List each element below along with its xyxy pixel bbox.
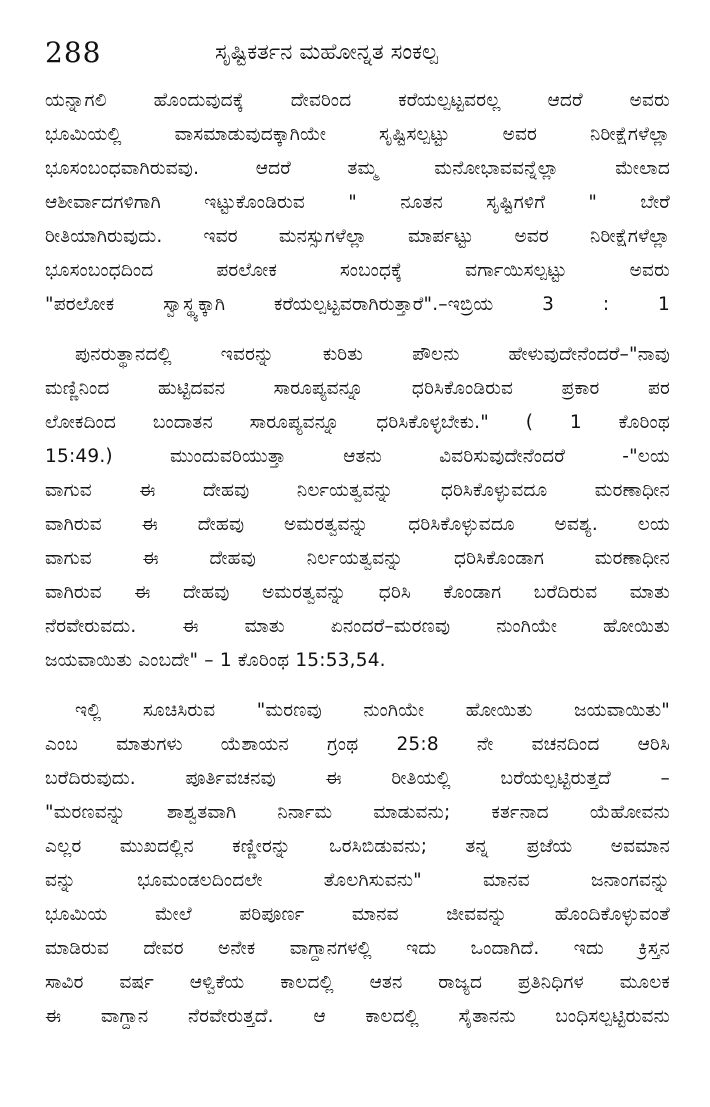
text-line: ಆಶೀರ್ವಾದಗಳಿಗಾಗಿ ಇಟ್ಟುಕೊಂಡಿರುವ " ನೂತನ ಸೃಷ್ಟಿಗಳಿಗೆ " ಬೇರೆ <box>45 192 670 213</box>
text-line: ಸಾವಿರ ವರ್ಷ ಆಳ್ವಿಕೆಯ ಕಾಲದಲ್ಲಿ ಆತನ ರಾಜ್ಯದ ಪ್ರತಿನಿಧಿಗಳ ಮೂಲಕ <box>45 972 670 993</box>
paragraph-1 <box>45 84 670 322</box>
paragraph-3 <box>45 694 670 1034</box>
text-line: "ಮರಣವನ್ನು ಶಾಶ್ವತವಾಗಿ ನಿರ್ನಾಮ ಮಾಡುವನು; ಕರ್ತನಾದ ಯೆಹೋವನು <box>45 802 670 823</box>
page-number: 288 <box>45 36 102 69</box>
text-line: ಭೂಮಿಯ ಮೇಲೆ ಪರಿಪೂರ್ಣ ಮಾನವ ಜೀವವನ್ನು ಹೊಂದಿಕೊಳ್ಳುವಂತೆ <box>45 904 670 925</box>
text-line: ಭೂಮಿಯಲ್ಲಿ ವಾಸಮಾಡುವುದಕ್ಕಾಗಿಯೇ ಸೃಷ್ಟಿಸಲ್ಪಟ್ಟು ಅವರ ನಿರೀಕ್ಷೆಗಳೆಲ್ಲಾ <box>45 124 670 145</box>
body-text <box>45 84 670 1034</box>
paragraph-2 <box>45 338 670 678</box>
text-line: ವಾಗಿರುವ ಈ ದೇಹವು ಅಮರತ್ವವನ್ನು ಧರಿಸಿ ಕೊಂಡಾಗ ಬರೆದಿರುವ ಮಾತು <box>45 582 670 603</box>
text-line: ಭೂಸಂಬಂಧವಾಗಿರುವವು. ಆದರೆ ತಮ್ಮ ಮನೋಭಾವವನ್ನೆಲ್ಲಾ ಮೇಲಾದ <box>45 158 670 179</box>
text-line: ವಾಗುವ ಈ ದೇಹವು ನಿರ್ಲಯತ್ವವನ್ನು ಧರಿಸಿಕೊಂಡಾಗ ಮರಣಾಧೀನ <box>45 548 670 569</box>
text-line: ಪುನರುತ್ಥಾನದಲ್ಲಿ ಇವರನ್ನು ಕುರಿತು ಪೌಲನು ಹೇಳುವುದೇನೆಂದರೆ–"ನಾವು <box>75 344 670 365</box>
text-line: ಭೂಸಂಬಂಧದಿಂದ ಪರಲೋಕ ಸಂಬಂಧಕ್ಕೆ ವರ್ಗಾಯಿಸಲ್ಪಟ್ಟು ಅವರು <box>45 260 670 281</box>
text-line: ಮಾಡಿರುವ ದೇವರ ಅನೇಕ ವಾಗ್ದಾನಗಳಲ್ಲಿ ಇದು ಒಂದಾಗಿದೆ. ಇದು ಕ್ರಿಸ್ತನ <box>45 938 670 959</box>
page-header <box>45 30 670 80</box>
text-line: ವಾಗಿರುವ ಈ ದೇಹವು ಅಮರತ್ವವನ್ನು ಧರಿಸಿಕೊಳ್ಳುವದೂ ಅವಶ್ಯ. ಲಯ <box>45 514 670 535</box>
text-line: ಲೋಕದಿಂದ ಬಂದಾತನ ಸಾರೂಪ್ಯವನ್ನೂ ಧರಿಸಿಕೊಳ್ಳಬೇಕು." ( 1 ಕೊರಿಂಥ <box>45 412 670 433</box>
text-line: ವಾಗುವ ಈ ದೇಹವು ನಿರ್ಲಯತ್ವವನ್ನು ಧರಿಸಿಕೊಳ್ಳುವದೂ ಮರಣಾಧೀನ <box>45 480 670 501</box>
text-line: ಇಲ್ಲಿ ಸೂಚಿಸಿರುವ "ಮರಣವು ನುಂಗಿಯೇ ಹೋಯಿತು ಜಯವಾಯಿತು" <box>75 700 670 721</box>
text-line: "ಪರಲೋಕ ಸ್ವಾಸ್ಥ್ಯಕ್ಕಾಗಿ ಕರೆಯಲ್ಪಟ್ಟವರಾಗಿರುತ್ತಾರೆ".–ಇಬ್ರಿಯ 3 : 1 <box>45 294 670 315</box>
running-title: ಸೃಷ್ಟಿಕರ್ತನ ಮಹೋನ್ನತ ಸಂಕಲ್ಪ <box>215 40 438 65</box>
text-line: ಬರೆದಿರುವುದು. ಪೂರ್ತಿವಚನವು ಈ ರೀತಿಯಲ್ಲಿ ಬರೆಯಲ್ಪಟ್ಟಿರುತ್ತದೆ – <box>45 768 670 789</box>
text-line: ಮಣ್ಣಿನಿಂದ ಹುಟ್ಟಿದವನ ಸಾರೂಪ್ಯವನ್ನೂ ಧರಿಸಿಕೊಂಡಿರುವ ಪ್ರಕಾರ ಪರ <box>45 378 670 399</box>
text-line: ರೀತಿಯಾಗಿರುವುದು. ಇವರ ಮನಸ್ಸುಗಳೆಲ್ಲಾ ಮಾರ್ಪಟ್ಟು ಅವರ ನಿರೀಕ್ಷೆಗಳೆಲ್ಲಾ <box>45 226 670 247</box>
text-line: ಎಲ್ಲರ ಮುಖದಲ್ಲಿನ ಕಣ್ಣೀರನ್ನು ಒರಸಿಬಿಡುವನು; ತನ್ನ ಪ್ರಜೆಯ ಅವಮಾನ <box>45 836 670 857</box>
text-line: 15:49.) ಮುಂದುವರಿಯುತ್ತಾ ಆತನು ವಿವರಿಸುವುದೇನೆಂದರೆ -"ಲಯ <box>45 446 670 467</box>
text-line: ಯನ್ನಾಗಲಿ ಹೊಂದುವುದಕ್ಕೆ ದೇವರಿಂದ ಕರೆಯಲ್ಪಟ್ಟವರಲ್ಲ ಆದರೆ ಅವರು <box>45 90 670 111</box>
text-line: ಜಯವಾಯಿತು ಎಂಬದೇ" – 1 ಕೊರಿಂಥ 15:53,54. <box>45 650 386 671</box>
text-line: ಎಂಬ ಮಾತುಗಳು ಯೆಶಾಯನ ಗ್ರಂಥ 25:8 ನೇ ವಚನದಿಂದ ಆರಿಸಿ <box>45 734 670 755</box>
text-line: ಈ ವಾಗ್ದಾನ ನೆರವೇರುತ್ತದೆ. ಆ ಕಾಲದಲ್ಲಿ ಸೈತಾನನು ಬಂಧಿಸಲ್ಪಟ್ಟಿರುವನು <box>45 1006 670 1027</box>
text-line: ನೆರವೇರುವದು. ಈ ಮಾತು ಏನಂದರೆ–ಮರಣವು ನುಂಗಿಯೇ ಹೋಯಿತು <box>45 616 670 637</box>
text-line: ವನ್ನು ಭೂಮಂಡಲದಿಂದಲೇ ತೊಲಗಿಸುವನು" ಮಾನವ ಜನಾಂಗವನ್ನು <box>45 870 670 891</box>
